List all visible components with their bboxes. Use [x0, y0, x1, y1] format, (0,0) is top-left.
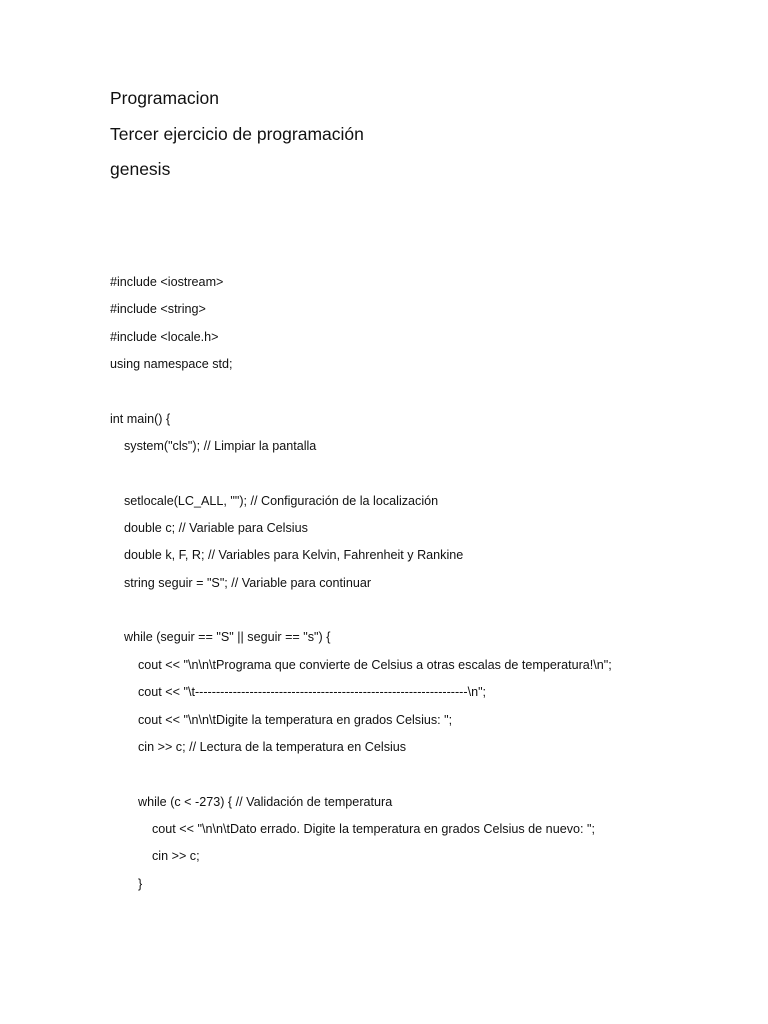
blank-line	[110, 463, 750, 490]
blank-line	[110, 381, 750, 408]
code-line: double c; // Variable para Celsius	[110, 521, 308, 536]
code-line: cout << "\n\n\tDigite la temperatura en grados Celsius: ";	[110, 712, 453, 727]
blank-line	[110, 600, 750, 627]
code-line: system("cls"); // Limpiar la pantalla	[110, 439, 317, 454]
blank-line	[110, 764, 750, 791]
code-line: #include <locale.h>	[110, 329, 219, 344]
code-line: setlocale(LC_ALL, ""); // Configuración de la localización	[110, 493, 439, 508]
code-listing	[110, 272, 750, 901]
code-line: cin >> c;	[110, 849, 200, 864]
code-line: while (seguir == "S" || seguir == "s") {	[110, 630, 331, 645]
code-line: }	[110, 876, 143, 891]
code-line: #include <string>	[110, 302, 206, 317]
code-line: cin >> c; // Lectura de la temperatura en Celsius	[110, 739, 407, 754]
document-author: genesis	[110, 159, 171, 179]
code-line: while (c < -273) { // Validación de temperatura	[110, 794, 393, 809]
document-subtitle: Tercer ejercicio de programación	[110, 124, 364, 144]
code-line: int main() {	[110, 411, 171, 426]
code-line: using namespace std;	[110, 357, 233, 372]
code-line: double k, F, R; // Variables para Kelvin, Fahrenheit y Rankine	[110, 548, 464, 563]
code-line: cout << "\t-----------------------------------------------------------------\n";	[110, 685, 487, 700]
code-line: cout << "\n\n\tDato errado. Digite la temperatura en grados Celsius de nuevo: ";	[110, 821, 595, 836]
code-line: string seguir = "S"; // Variable para continuar	[110, 575, 372, 590]
code-line: #include <iostream>	[110, 275, 224, 289]
code-line: cout << "\n\n\tPrograma que convierte de Celsius a otras escalas de temperatura!\n";	[110, 657, 612, 672]
document-title: Programacion	[110, 88, 219, 108]
